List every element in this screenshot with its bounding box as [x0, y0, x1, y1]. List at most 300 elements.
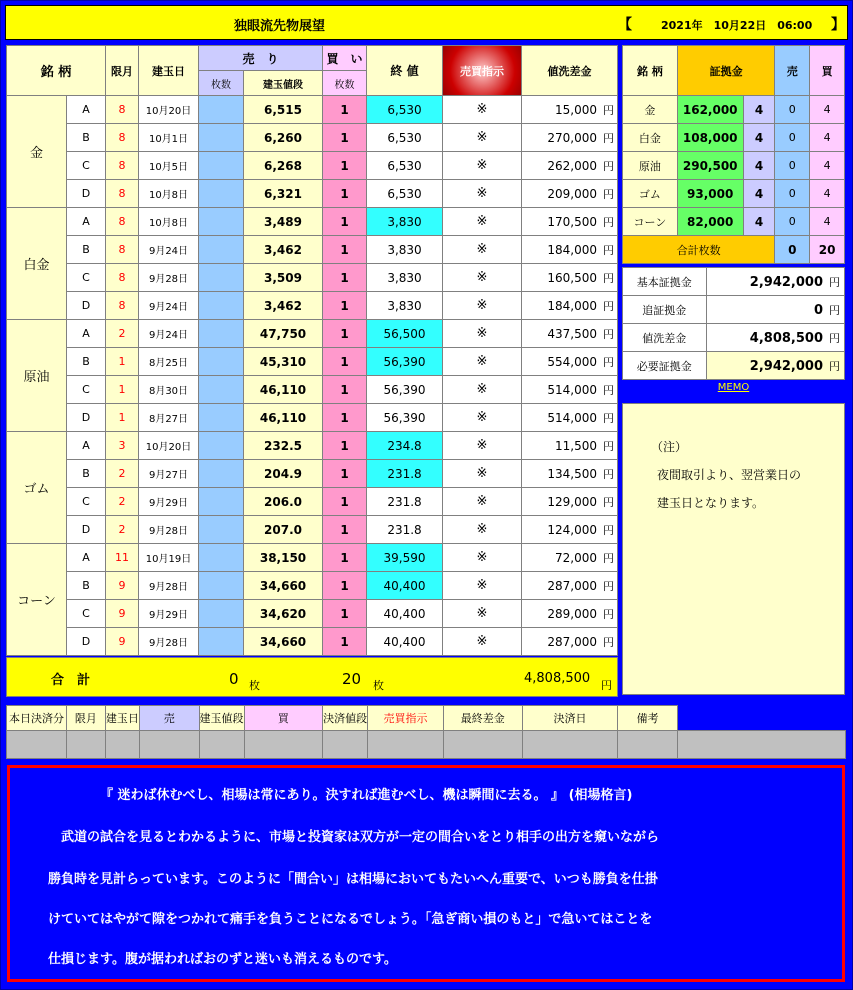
diff-value: 287,000	[547, 634, 597, 649]
order-mark: ※	[443, 180, 522, 208]
settlement-header: 本日決済分	[7, 706, 67, 731]
open-date: 10月20日	[139, 432, 199, 460]
summary-label: 追証拠金	[623, 296, 707, 324]
order-mark: ※	[443, 320, 522, 348]
yen-unit: 円	[603, 383, 614, 397]
settlement-cell[interactable]	[618, 731, 678, 759]
margin-count: 4	[743, 96, 775, 124]
contract-month: 3	[106, 432, 139, 460]
sell-count	[199, 404, 244, 432]
settlement-header: 最終差金	[443, 706, 522, 731]
margin-count: 4	[743, 208, 775, 236]
yen-unit: 円	[829, 359, 840, 373]
open-price: 3,489	[244, 208, 323, 236]
buy-count: 1	[323, 236, 367, 264]
settlement-header: 限月	[66, 706, 105, 731]
contract-month: 2	[106, 460, 139, 488]
valuation-diff	[522, 628, 618, 656]
margin-commodity: 金	[623, 96, 678, 124]
sell-count	[199, 152, 244, 180]
contract-month: 8	[106, 124, 139, 152]
margin-amount: 162,000	[677, 96, 743, 124]
valuation-diff	[522, 488, 618, 516]
open-date: 8月27日	[139, 404, 199, 432]
header-sell: 売 り	[199, 46, 323, 71]
margin-sell: 0	[775, 208, 810, 236]
buy-count: 1	[323, 96, 367, 124]
buy-count: 1	[323, 124, 367, 152]
order-mark: ※	[443, 600, 522, 628]
table-row	[7, 96, 618, 124]
open-price: 3,462	[244, 292, 323, 320]
yen-unit: 円	[603, 327, 614, 341]
yen-unit: 円	[603, 299, 614, 313]
valuation-diff	[522, 432, 618, 460]
settlement-cell[interactable]	[139, 731, 199, 759]
valuation-diff	[522, 516, 618, 544]
open-price: 6,260	[244, 124, 323, 152]
margin-row	[623, 96, 845, 124]
buy-count: 1	[323, 320, 367, 348]
margin-amount: 93,000	[677, 180, 743, 208]
settlement-table	[6, 705, 846, 759]
order-mark: ※	[443, 460, 522, 488]
margin-commodity: 原油	[623, 152, 678, 180]
table-row	[7, 264, 618, 292]
yen-unit: 円	[603, 607, 614, 621]
diff-value: 287,000	[547, 578, 597, 593]
diff-value: 514,000	[547, 410, 597, 425]
margin-count: 4	[743, 152, 775, 180]
order-mark: ※	[443, 432, 522, 460]
valuation-diff	[522, 124, 618, 152]
totals-row	[6, 657, 618, 697]
margin-header-meigara: 銘 柄	[623, 46, 678, 96]
header-tategyoku-price: 建玉値段	[244, 71, 323, 96]
sell-count	[199, 236, 244, 264]
yen-unit: 円	[603, 467, 614, 481]
yen-unit: 円	[603, 439, 614, 453]
contract-month: 2	[106, 320, 139, 348]
summary-value	[706, 268, 844, 296]
open-date: 9月28日	[139, 628, 199, 656]
order-mark: ※	[443, 264, 522, 292]
header-sell-count: 枚数	[199, 71, 244, 96]
diff-value: 184,000	[547, 242, 597, 257]
memo-line-2: 夜間取引より、翌営業日の	[657, 468, 802, 482]
margin-table	[622, 45, 845, 264]
totals-sell: 0	[229, 670, 239, 688]
contract-code: C	[67, 488, 106, 516]
summary-value	[706, 324, 844, 352]
sell-count	[199, 488, 244, 516]
contract-month: 8	[106, 180, 139, 208]
margin-row	[623, 152, 845, 180]
open-price: 206.0	[244, 488, 323, 516]
settlement-cell[interactable]	[522, 731, 618, 759]
open-date: 10月20日	[139, 96, 199, 124]
settlement-header: 備考	[618, 706, 678, 731]
contract-code: B	[67, 124, 106, 152]
diff-value: 437,500	[547, 326, 597, 341]
margin-buy: 4	[810, 180, 845, 208]
settlement-header: 決済値段	[323, 706, 368, 731]
table-row	[7, 124, 618, 152]
open-date: 10月5日	[139, 152, 199, 180]
contract-code: D	[67, 180, 106, 208]
quote-line-4: けていてはやがて隙をつかれて痛手を負うことになるでしょう。「急ぎ商い損のもと」で急いてはことを	[48, 912, 653, 927]
buy-count: 1	[323, 292, 367, 320]
settlement-cell[interactable]	[323, 731, 368, 759]
order-mark: ※	[443, 404, 522, 432]
summary-label: 値洗差金	[623, 324, 707, 352]
diff-value: 209,000	[547, 186, 597, 201]
open-price: 47,750	[244, 320, 323, 348]
sell-count	[199, 292, 244, 320]
yen-unit: 円	[603, 131, 614, 145]
settlement-cell[interactable]	[66, 731, 105, 759]
header-buy: 買 い	[323, 46, 367, 71]
commodity-name: コーン	[7, 544, 67, 656]
order-mark: ※	[443, 544, 522, 572]
header-diff: 値洗差金	[522, 46, 618, 96]
yen-unit: 円	[603, 159, 614, 173]
sell-count	[199, 208, 244, 236]
open-date: 9月28日	[139, 516, 199, 544]
summary-label: 必要証拠金	[623, 352, 707, 380]
header-gengetsu: 限月	[106, 46, 139, 96]
totals-buy: 20	[342, 670, 362, 688]
order-mark: ※	[443, 292, 522, 320]
order-mark: ※	[443, 572, 522, 600]
valuation-diff	[522, 376, 618, 404]
memo-panel	[622, 403, 845, 695]
margin-buy: 4	[810, 208, 845, 236]
contract-code: C	[67, 264, 106, 292]
valuation-diff	[522, 600, 618, 628]
buy-count: 1	[323, 628, 367, 656]
table-row	[7, 180, 618, 208]
contract-code: B	[67, 348, 106, 376]
sell-count	[199, 460, 244, 488]
diff-value: 262,000	[547, 158, 597, 173]
open-price: 46,110	[244, 376, 323, 404]
commodity-name: ゴム	[7, 432, 67, 544]
close-price: 39,590	[367, 544, 443, 572]
contract-month: 11	[106, 544, 139, 572]
contract-code: A	[67, 96, 106, 124]
open-date: 9月28日	[139, 572, 199, 600]
margin-commodity: コーン	[623, 208, 678, 236]
sell-count	[199, 348, 244, 376]
totals-sell-unit: 枚	[249, 679, 260, 692]
settlement-cell[interactable]	[105, 731, 139, 759]
summary-row	[623, 268, 845, 296]
buy-count: 1	[323, 264, 367, 292]
contract-month: 9	[106, 600, 139, 628]
quote-line-5: 仕損じます。腹が据わればおのずと迷いも消えるものです。	[48, 952, 397, 967]
contract-month: 8	[106, 292, 139, 320]
settlement-empty-row	[7, 731, 846, 759]
table-row	[7, 208, 618, 236]
commodity-name: 原油	[7, 320, 67, 432]
margin-total-sell: 0	[775, 236, 810, 264]
order-mark: ※	[443, 348, 522, 376]
yen-unit: 円	[603, 411, 614, 425]
table-row	[7, 236, 618, 264]
totals-buy-unit: 枚	[373, 679, 384, 692]
valuation-diff	[522, 544, 618, 572]
totals-diff: 4,808,500	[524, 671, 591, 686]
close-price: 40,400	[367, 628, 443, 656]
contract-code: A	[67, 544, 106, 572]
memo-note-label: （注）	[651, 440, 688, 454]
quote-panel	[7, 765, 845, 982]
buy-count: 1	[323, 572, 367, 600]
close-price: 231.8	[367, 516, 443, 544]
diff-value: 170,500	[547, 214, 597, 229]
open-price: 3,509	[244, 264, 323, 292]
margin-amount: 82,000	[677, 208, 743, 236]
contract-month: 8	[106, 152, 139, 180]
open-date: 9月24日	[139, 320, 199, 348]
settlement-header: 決済日	[522, 706, 618, 731]
settlement-header: 売	[139, 706, 199, 731]
close-price: 6,530	[367, 124, 443, 152]
table-row	[7, 404, 618, 432]
table-row	[7, 488, 618, 516]
buy-count: 1	[323, 544, 367, 572]
open-price: 38,150	[244, 544, 323, 572]
margin-header-margin: 証拠金	[677, 46, 775, 96]
margin-header-sell: 売	[775, 46, 810, 96]
settlement-header: 建玉日	[105, 706, 139, 731]
buy-count: 1	[323, 432, 367, 460]
order-mark: ※	[443, 376, 522, 404]
settlement-cell[interactable]	[678, 731, 846, 759]
yen-unit: 円	[829, 331, 840, 345]
quote-line-2: 武道の試合を見るとわかるように、市場と投資家は双方が一定の間合いをとり相手の出方を窺いながら	[48, 830, 660, 845]
positions-table	[6, 45, 618, 656]
yen-unit: 円	[829, 303, 840, 317]
table-row	[7, 152, 618, 180]
sell-count	[199, 600, 244, 628]
close-price: 6,530	[367, 152, 443, 180]
close-price: 231.8	[367, 488, 443, 516]
close-price: 3,830	[367, 208, 443, 236]
margin-buy: 4	[810, 96, 845, 124]
contract-code: A	[67, 432, 106, 460]
totals-label: 合 計	[51, 673, 91, 688]
contract-code: D	[67, 628, 106, 656]
diff-value: 72,000	[555, 550, 597, 565]
open-date: 10月8日	[139, 208, 199, 236]
margin-sell: 0	[775, 96, 810, 124]
margin-sell: 0	[775, 180, 810, 208]
diff-value: 15,000	[555, 102, 597, 117]
memo-link[interactable]: MEMO	[717, 382, 750, 393]
contract-month: 8	[106, 264, 139, 292]
open-date: 10月19日	[139, 544, 199, 572]
contract-month: 2	[106, 516, 139, 544]
diff-value: 11,500	[555, 438, 597, 453]
yen-unit: 円	[603, 271, 614, 285]
settlement-cell[interactable]	[244, 731, 323, 759]
contract-month: 9	[106, 572, 139, 600]
yen-unit: 円	[603, 215, 614, 229]
valuation-diff	[522, 264, 618, 292]
sell-count	[199, 180, 244, 208]
table-row	[7, 544, 618, 572]
valuation-diff	[522, 208, 618, 236]
close-price: 3,830	[367, 236, 443, 264]
buy-count: 1	[323, 348, 367, 376]
yen-unit: 円	[603, 523, 614, 537]
table-row	[7, 348, 618, 376]
contract-code: C	[67, 152, 106, 180]
settlement-cell[interactable]	[7, 731, 67, 759]
buy-count: 1	[323, 152, 367, 180]
contract-code: B	[67, 236, 106, 264]
close-price: 3,830	[367, 292, 443, 320]
valuation-diff	[522, 460, 618, 488]
order-mark: ※	[443, 628, 522, 656]
settlement-cell[interactable]	[199, 731, 244, 759]
margin-buy: 4	[810, 152, 845, 180]
yen-unit: 円	[603, 635, 614, 649]
settlement-header: 建玉値段	[199, 706, 244, 731]
header-buy-count: 枚数	[323, 71, 367, 96]
valuation-diff	[522, 348, 618, 376]
table-row	[7, 432, 618, 460]
close-price: 56,390	[367, 404, 443, 432]
diff-value: 124,000	[547, 522, 597, 537]
yen-unit: 円	[603, 187, 614, 201]
contract-code: C	[67, 376, 106, 404]
contract-code: D	[67, 292, 106, 320]
sell-count	[199, 432, 244, 460]
sell-count	[199, 516, 244, 544]
open-price: 232.5	[244, 432, 323, 460]
buy-count: 1	[323, 600, 367, 628]
open-date: 9月29日	[139, 488, 199, 516]
contract-code: A	[67, 208, 106, 236]
contract-month: 8	[106, 208, 139, 236]
margin-count: 4	[743, 180, 775, 208]
contract-month: 2	[106, 488, 139, 516]
margin-sell: 0	[775, 124, 810, 152]
margin-amount: 290,500	[677, 152, 743, 180]
table-row	[7, 628, 618, 656]
open-date: 9月28日	[139, 264, 199, 292]
close-price: 6,530	[367, 180, 443, 208]
yen-unit: 円	[603, 551, 614, 565]
close-price: 40,400	[367, 600, 443, 628]
settlement-header-row	[7, 706, 846, 731]
contract-code: D	[67, 404, 106, 432]
valuation-diff	[522, 572, 618, 600]
settlement-cell[interactable]	[368, 731, 444, 759]
contract-code: B	[67, 460, 106, 488]
buy-count: 1	[323, 488, 367, 516]
date-bracket-open: 【	[618, 17, 632, 33]
yen-unit: 円	[603, 243, 614, 257]
totals-diff-unit: 円	[601, 679, 612, 692]
margin-row	[623, 180, 845, 208]
contract-month: 9	[106, 628, 139, 656]
margin-amount: 108,000	[677, 124, 743, 152]
margin-total-row	[623, 236, 845, 264]
valuation-diff	[522, 180, 618, 208]
date-bracket-close: 】	[831, 17, 845, 33]
buy-count: 1	[323, 180, 367, 208]
sell-count	[199, 628, 244, 656]
order-mark: ※	[443, 124, 522, 152]
diff-value: 129,000	[547, 494, 597, 509]
sell-count	[199, 376, 244, 404]
diff-value: 160,500	[547, 270, 597, 285]
margin-count: 4	[743, 124, 775, 152]
summary-value	[706, 296, 844, 324]
header-owarine: 終 値	[367, 46, 443, 96]
open-date: 10月8日	[139, 180, 199, 208]
buy-count: 1	[323, 516, 367, 544]
summary-row	[623, 296, 845, 324]
open-price: 3,462	[244, 236, 323, 264]
diff-value: 514,000	[547, 382, 597, 397]
open-price: 45,310	[244, 348, 323, 376]
open-date: 9月24日	[139, 236, 199, 264]
table-row	[7, 572, 618, 600]
settlement-cell[interactable]	[443, 731, 522, 759]
commodity-name: 白金	[7, 208, 67, 320]
table-row	[7, 516, 618, 544]
contract-code: A	[67, 320, 106, 348]
commodity-name: 金	[7, 96, 67, 208]
sell-count	[199, 320, 244, 348]
summary-label: 基本証拠金	[623, 268, 707, 296]
sell-count	[199, 544, 244, 572]
sell-count	[199, 124, 244, 152]
header-meigara: 銘 柄	[7, 46, 106, 96]
margin-commodity: 白金	[623, 124, 678, 152]
order-mark: ※	[443, 516, 522, 544]
close-price: 56,390	[367, 376, 443, 404]
contract-month: 1	[106, 404, 139, 432]
contract-month: 8	[106, 96, 139, 124]
table-row	[7, 320, 618, 348]
valuation-diff	[522, 404, 618, 432]
contract-code: C	[67, 600, 106, 628]
order-instruction-button[interactable]: 売買指示	[443, 46, 522, 96]
buy-count: 1	[323, 460, 367, 488]
quote-line-3: 勝負時を見計らっています。このように「間合い」は相場においてもたいへん重要で、いつも勝負を仕掛	[48, 872, 658, 887]
open-date: 9月24日	[139, 292, 199, 320]
yen-unit: 円	[603, 495, 614, 509]
summary-value	[706, 352, 844, 380]
quote-title: 『 迷わば休むべし、相場は常にあり。決すれば進むべし、機は瞬間に去る。 』 (相場格言)	[100, 788, 633, 803]
close-price: 56,390	[367, 348, 443, 376]
open-price: 6,268	[244, 152, 323, 180]
order-mark: ※	[443, 208, 522, 236]
open-price: 207.0	[244, 516, 323, 544]
sell-count	[199, 572, 244, 600]
summary-amount: 2,942,000	[749, 358, 823, 374]
open-price: 34,660	[244, 572, 323, 600]
open-date: 10月1日	[139, 124, 199, 152]
summary-amount: 4,808,500	[749, 330, 823, 346]
valuation-diff	[522, 96, 618, 124]
